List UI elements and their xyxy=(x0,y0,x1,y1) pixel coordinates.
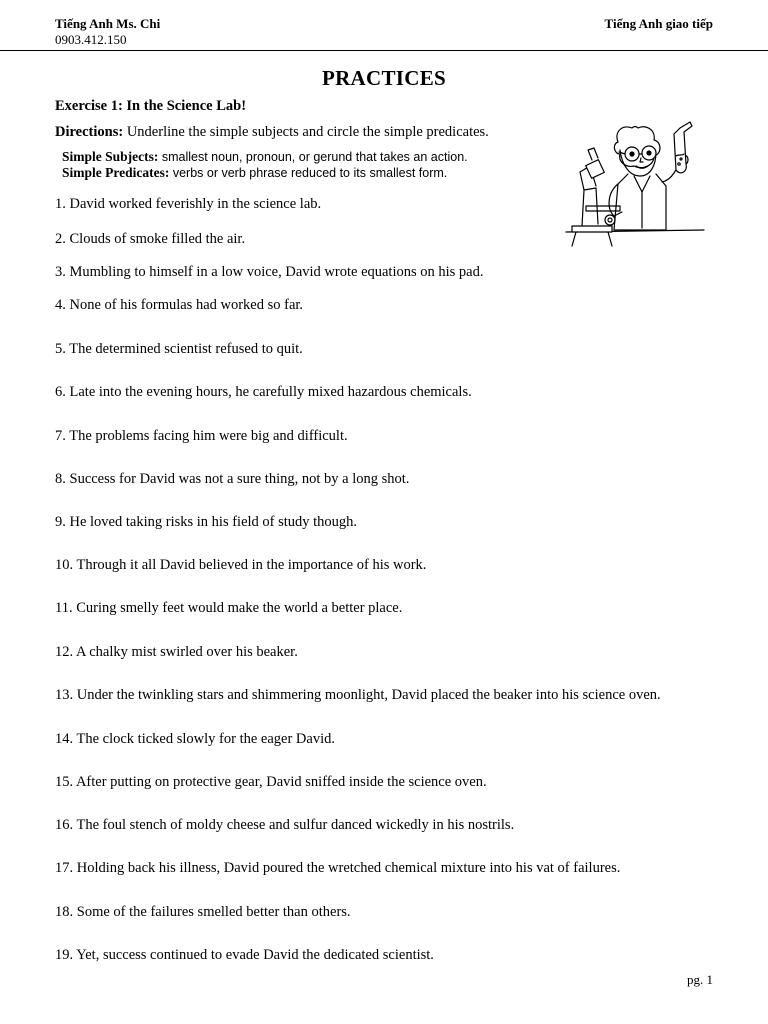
directions-label: Directions: xyxy=(55,124,124,140)
scientist-microscope-illustration xyxy=(562,120,708,248)
question-item: 18. Some of the failures smelled better than others. xyxy=(55,904,351,920)
header-phone: 0903.412.150 xyxy=(55,32,127,47)
question-item: 11. Curing smelly feet would make the world a better place. xyxy=(55,600,403,616)
question-item: 15. After putting on protective gear, David sniffed inside the science oven. xyxy=(55,774,487,790)
header-divider xyxy=(0,50,768,51)
definition-simple-predicates xyxy=(62,165,468,181)
question-item: 7. The problems facing him were big and difficult. xyxy=(55,428,348,444)
question-item: 4. None of his formulas had worked so far. xyxy=(55,297,304,313)
subjects-label: Simple Subjects: xyxy=(62,149,159,164)
directions-text: Underline the simple subjects and circle the simple predicates. xyxy=(123,124,489,140)
directions xyxy=(55,124,489,141)
question-item: 14. The clock ticked slowly for the eager David. xyxy=(55,731,335,747)
header-left xyxy=(55,16,160,48)
page-number: pg. 1 xyxy=(687,972,713,987)
question-item: 2. Clouds of smoke filled the air. xyxy=(55,231,246,247)
question-item: 1. David worked feverishly in the science lab. xyxy=(55,196,322,212)
question-item: 9. He loved taking risks in his field of study though. xyxy=(55,514,358,530)
exercise-title: Exercise 1: In the Science Lab! xyxy=(55,98,247,114)
question-item: 8. Success for David was not a sure thing, not by a long shot. xyxy=(55,471,410,487)
question-item: 5. The determined scientist refused to quit. xyxy=(55,341,303,357)
predicates-text: verbs or verb phrase reduced to its smallest form. xyxy=(169,166,448,180)
predicates-label: Simple Predicates: xyxy=(62,165,170,180)
page-title: PRACTICES xyxy=(321,66,447,90)
question-item: 10. Through it all David believed in the importance of his work. xyxy=(55,557,427,573)
header-course-title: Tiếng Anh giao tiếp xyxy=(604,16,713,31)
subjects-text: smallest noun, pronoun, or gerund that takes an action. xyxy=(158,150,468,164)
question-item: 13. Under the twinkling stars and shimmering moonlight, David placed the beaker into his science oven. xyxy=(55,687,661,703)
question-item: 16. The foul stench of moldy cheese and sulfur danced wickedly in his nostrils. xyxy=(55,817,515,833)
question-item: 3. Mumbling to himself in a low voice, David wrote equations on his pad. xyxy=(55,264,484,280)
header-author-name: Tiếng Anh Ms. Chi xyxy=(55,16,161,31)
definitions xyxy=(62,149,468,181)
definition-simple-subjects xyxy=(62,149,468,165)
question-item: 17. Holding back his illness, David poured the wretched chemical mixture into his vat of failures. xyxy=(55,860,621,876)
question-item: 6. Late into the evening hours, he carefully mixed hazardous chemicals. xyxy=(55,384,472,400)
question-item: 12. A chalky mist swirled over his beaker. xyxy=(55,644,298,660)
question-item: 19. Yet, success continued to evade David the dedicated scientist. xyxy=(55,947,434,963)
